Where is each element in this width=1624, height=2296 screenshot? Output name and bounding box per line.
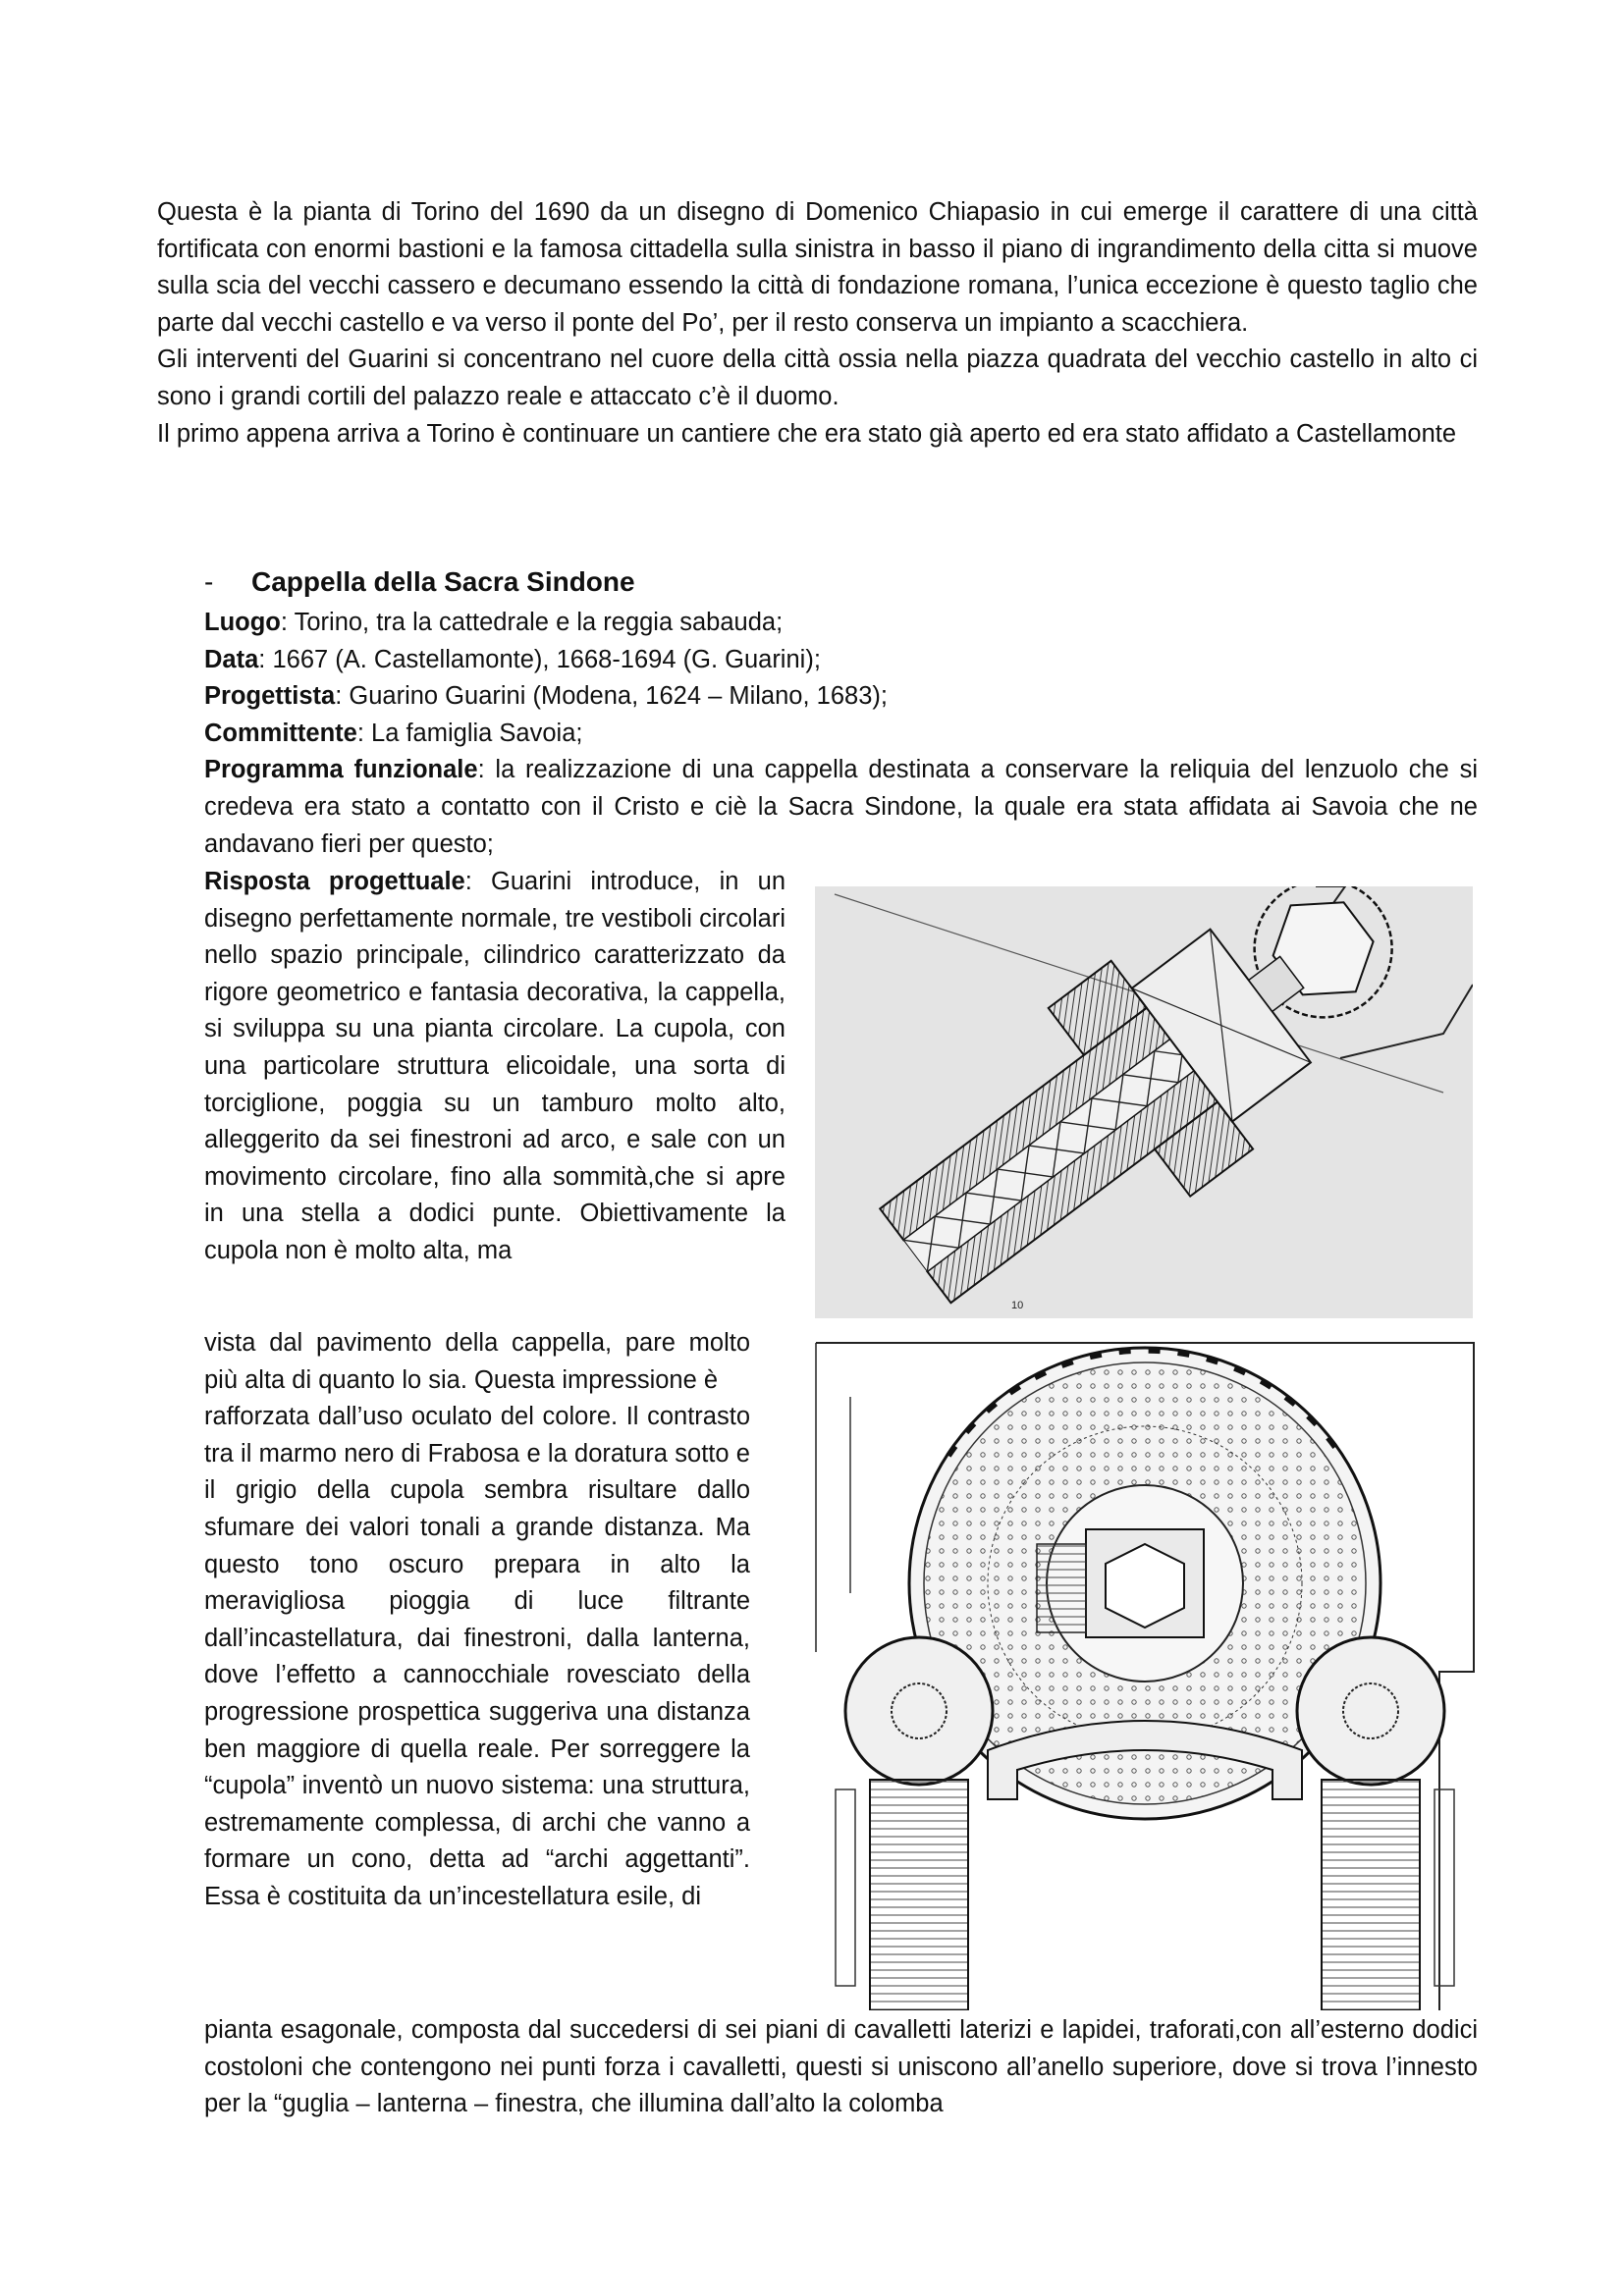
field-label-progettista: Progettista bbox=[204, 682, 336, 711]
risposta-column-1 bbox=[204, 864, 785, 1270]
field-value-programma: : la realizzazione di una cappella destinata a conservare la reliquia del lenzuolo che si credeva era stato a contatto con il Cristo e ciè la Sacra Sindone, la quale era stata affidata ai Savoia che ne andavano fieri per questo; bbox=[204, 756, 1478, 858]
bullet-dash: - bbox=[204, 566, 214, 597]
field-value-committente: : La famiglia Savoia; bbox=[356, 719, 583, 747]
figure-number: 10 bbox=[1011, 1300, 1024, 1311]
intro-paragraph-1: Questa è la pianta di Torino del 1690 da un disegno di Domenico Chiapasio in cui emerge il carattere di una città fortificata con enormi bastioni e la famosa cittadella sulla sinistra in basso il piano di ingrandimento della citta si muove sulla scia del vecchi cassero e decumano essendo la città di fondazione romana, l’unica eccezione è questo taglio che parte dal vecchi castello e va verso il ponte del Po’, per il resto conserva un impianto a scacchiera. bbox=[157, 198, 1478, 337]
field-committente bbox=[204, 716, 1478, 753]
section-title: Cappella della Sacra Sindone bbox=[251, 566, 635, 597]
risposta-column-2 bbox=[204, 1325, 750, 1916]
field-label-luogo: Luogo bbox=[204, 609, 281, 636]
field-label-data: Data bbox=[204, 645, 259, 673]
risposta-text-1: : Guarini introduce, in un disegno perfettamente normale, tre vestiboli circolari nello spazio principale, cilindrico caratterizzato da rigore geometrico e fantasia decorativa, la cappella, si sviluppa su una pianta circolare. La cupola, con una particolare struttura elicoidale, una sorta di torciglione, poggia su un tamburo molto alto, alleggerito da sei finestroni ad arco, e sale con un movimento circolare, fino alla sommità,che si apre in una stella a dodici punte. Obiettivamente la cupola non è molto alta, ma bbox=[204, 868, 785, 1264]
intro-paragraph-2: Gli interventi del Guarini si concentrano nel cuore della città ossia nella piazza quadrata del vecchio castello in alto ci sono i grandi cortili del palazzo reale e attaccato c’è il duomo. bbox=[157, 346, 1478, 410]
figure-plan-detailed bbox=[811, 1338, 1479, 2010]
intro-text bbox=[157, 194, 1478, 453]
field-programma bbox=[204, 752, 1478, 863]
section-heading bbox=[204, 562, 635, 602]
field-value-progettista: : Guarino Guarini (Modena, 1624 – Milano, 1683); bbox=[335, 682, 888, 711]
info-fields bbox=[204, 605, 1478, 863]
field-value-data: : 1667 (A. Castellamonte), 1668-1694 (G. Guarini); bbox=[258, 645, 821, 673]
field-value-luogo: : Torino, tra la cattedrale e la reggia sabauda; bbox=[280, 609, 784, 636]
risposta-text-2: vista dal pavimento della cappella, pare molto più alta di quanto lo sia. Questa impressione è bbox=[204, 1329, 750, 1394]
field-luogo bbox=[204, 605, 1478, 642]
field-data bbox=[204, 642, 1478, 679]
intro-paragraph-3: Il primo appena arriva a Torino è continuare un cantiere che era stato già aperto ed era stato affidato a Castellamonte bbox=[157, 419, 1457, 448]
figure-plan-axonometric bbox=[815, 886, 1473, 1318]
field-progettista bbox=[204, 678, 1478, 716]
plan-drawing-2 bbox=[811, 1338, 1479, 2010]
plan-drawing-1 bbox=[815, 886, 1473, 1318]
field-label-programma: Programma funzionale bbox=[204, 756, 478, 784]
field-label-committente: Committente bbox=[204, 719, 357, 747]
risposta-text-4: pianta esagonale, composta dal succedersi di sei piani di cavalletti laterizi e lapidei, traforati,con all’esterno dodici costoloni che contengono nei punti forza i cavalletti, questi si uniscono all’anello superiore, dove si trova l’innesto per la “guglia – lanterna – finestra, che illumina dall’alto la colomba bbox=[204, 2016, 1478, 2118]
field-label-risposta: Risposta progettuale bbox=[204, 868, 465, 895]
risposta-text-3: rafforzata dall’uso oculato del colore. Il contrasto tra il marmo nero di Frabosa e la doratura sotto e il grigio della cupola sembra risultare dallo sfumare dei valori tonali a grande distanza. Ma questo tono oscuro prepara in alto la meravigliosa pioggia di luce filtrante dall’incastellatura, dai finestroni, dalla lanterna, dove l’effetto a cannocchiale rovesciato della progressione prospettica suggeriva una distanza ben maggiore di quella reale. Per sorreggere la “cupola” inventò un nuovo sistema: una struttura, estremamente complessa, di archi che vanno a formare un cono, detta ad “archi aggettanti”. Essa è costituita da un’incestellatura esile, di bbox=[204, 1403, 750, 1910]
